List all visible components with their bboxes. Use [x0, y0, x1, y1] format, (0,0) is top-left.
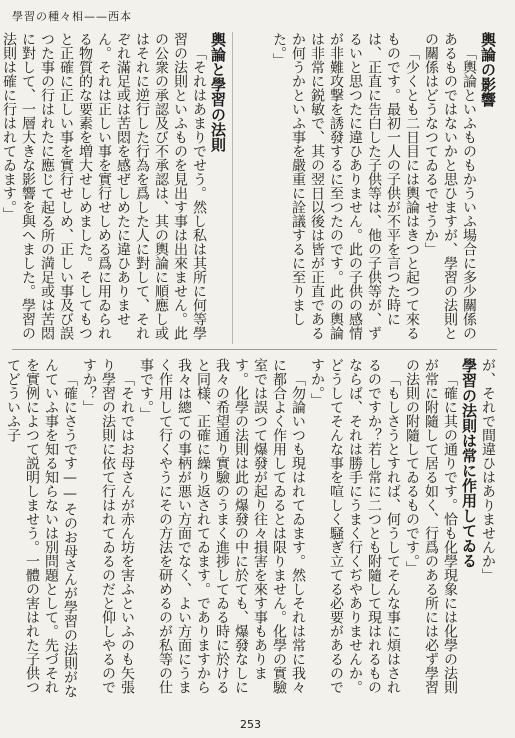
section-law-always-acts	[5, 358, 497, 698]
section-public-opinion	[242, 32, 497, 344]
section-heading: 輿論の影響	[479, 32, 497, 107]
page-number: 253	[240, 718, 261, 731]
paragraph: 「少くとも二日目には輿論はきつと起つて來るものです。最初一人の子供が不平を言つた時には、正直に告白した子供等は、他の子供等が、ずるいと思つたに違ひありません。此の子供の感情が非難攻撃を誘發するに至つたのです。此の輿論は非常に鋭敏で、其の翌日以後は皆が正直であるか何うかといふ事を嚴重に詮議するに至りました。」	[271, 32, 420, 340]
paragraph: 「それはあまりでせう。然し私は其所に何等學習の法則といふものを見出す事は出來ません。此の公衆の承認及び不承認は、其の輿論に順應し或はそれに逆行した行為を爲した人に對して、それぞれ滿足或は苦悶を感ぜしめたに違ひありません。それは正しい事を實行せしめる爲に用ゐられる物質的な要素を増大せしめました。そしてもつと正確に正しい事を實行せしめ、正しい事及び誤つた事の行はれたに應じて起る所の満足或は苦悶に對して、一層大きな影響を與へました。學習の法則は確に行はれてゐます。」	[1, 32, 207, 340]
horizontal-divider	[12, 349, 497, 350]
section-opinion-and-law	[1, 32, 227, 344]
section-heading: 學習の法則は常に作用してゐる	[460, 358, 478, 568]
paragraph: 「輿論といふものもかういふ場合に多少關係のあるものではないかと思ひますが、學習の法則との關係はどうなつてゐるでせうか」	[423, 32, 477, 340]
paragraph: 「確にさうです——そのお母さんが學習の法則がなんていふ事を知る知らないは別問題として。先づそれを實例によつて説明しませう。一體の害はれた子供つてどういふ子	[5, 358, 78, 698]
paragraph: 「もしさうとすれば、何うしてそんな事に煩はされるのですか？若し常に二つとも附隨して現はれるものならば、それは勝手にうまく行くぢやありませんか。どうしてそんな事を喧しく騒ぎ立てる必要があるのですか。」	[309, 358, 401, 694]
column-separator	[232, 32, 233, 344]
paragraph: 「確に其の通りです。恰も化學現象には化學の法則が常に附隨して居る如く、行爲のある所には必ず學習の法則の附隨してゐるものです。」	[404, 358, 458, 694]
paragraph-continuation: が、それで間違ひはありませんか」	[480, 358, 496, 582]
paragraph: 「それではお母さんが赤ん坊を害ふといふのも矢張り學習の法則に依て行はれてゐるのだと仰しやるのですか？」	[81, 358, 135, 694]
running-header: 學習の種々相——西本	[12, 10, 132, 23]
paragraph: 「勿論いつも現はれてゐます。然しそれは常に我々に都合よく作用してゐるとは限りません。化學の實驗室では誤つて爆發が起り往々損害を來す事もあります。化學の法則は此の爆發の中に於ても、爆發なしに我々の希望通り實驗のうまく進捗してゐる時に於けると同様、正確に繰り返されてゐます。でありますから我々は總ての事柄が悪い方面でなく、よい方面にうまく作用して行くやうにその方法を研めるのが私等の仕事です。」	[138, 358, 306, 694]
section-heading: 輿論と學習の法則	[209, 32, 227, 152]
